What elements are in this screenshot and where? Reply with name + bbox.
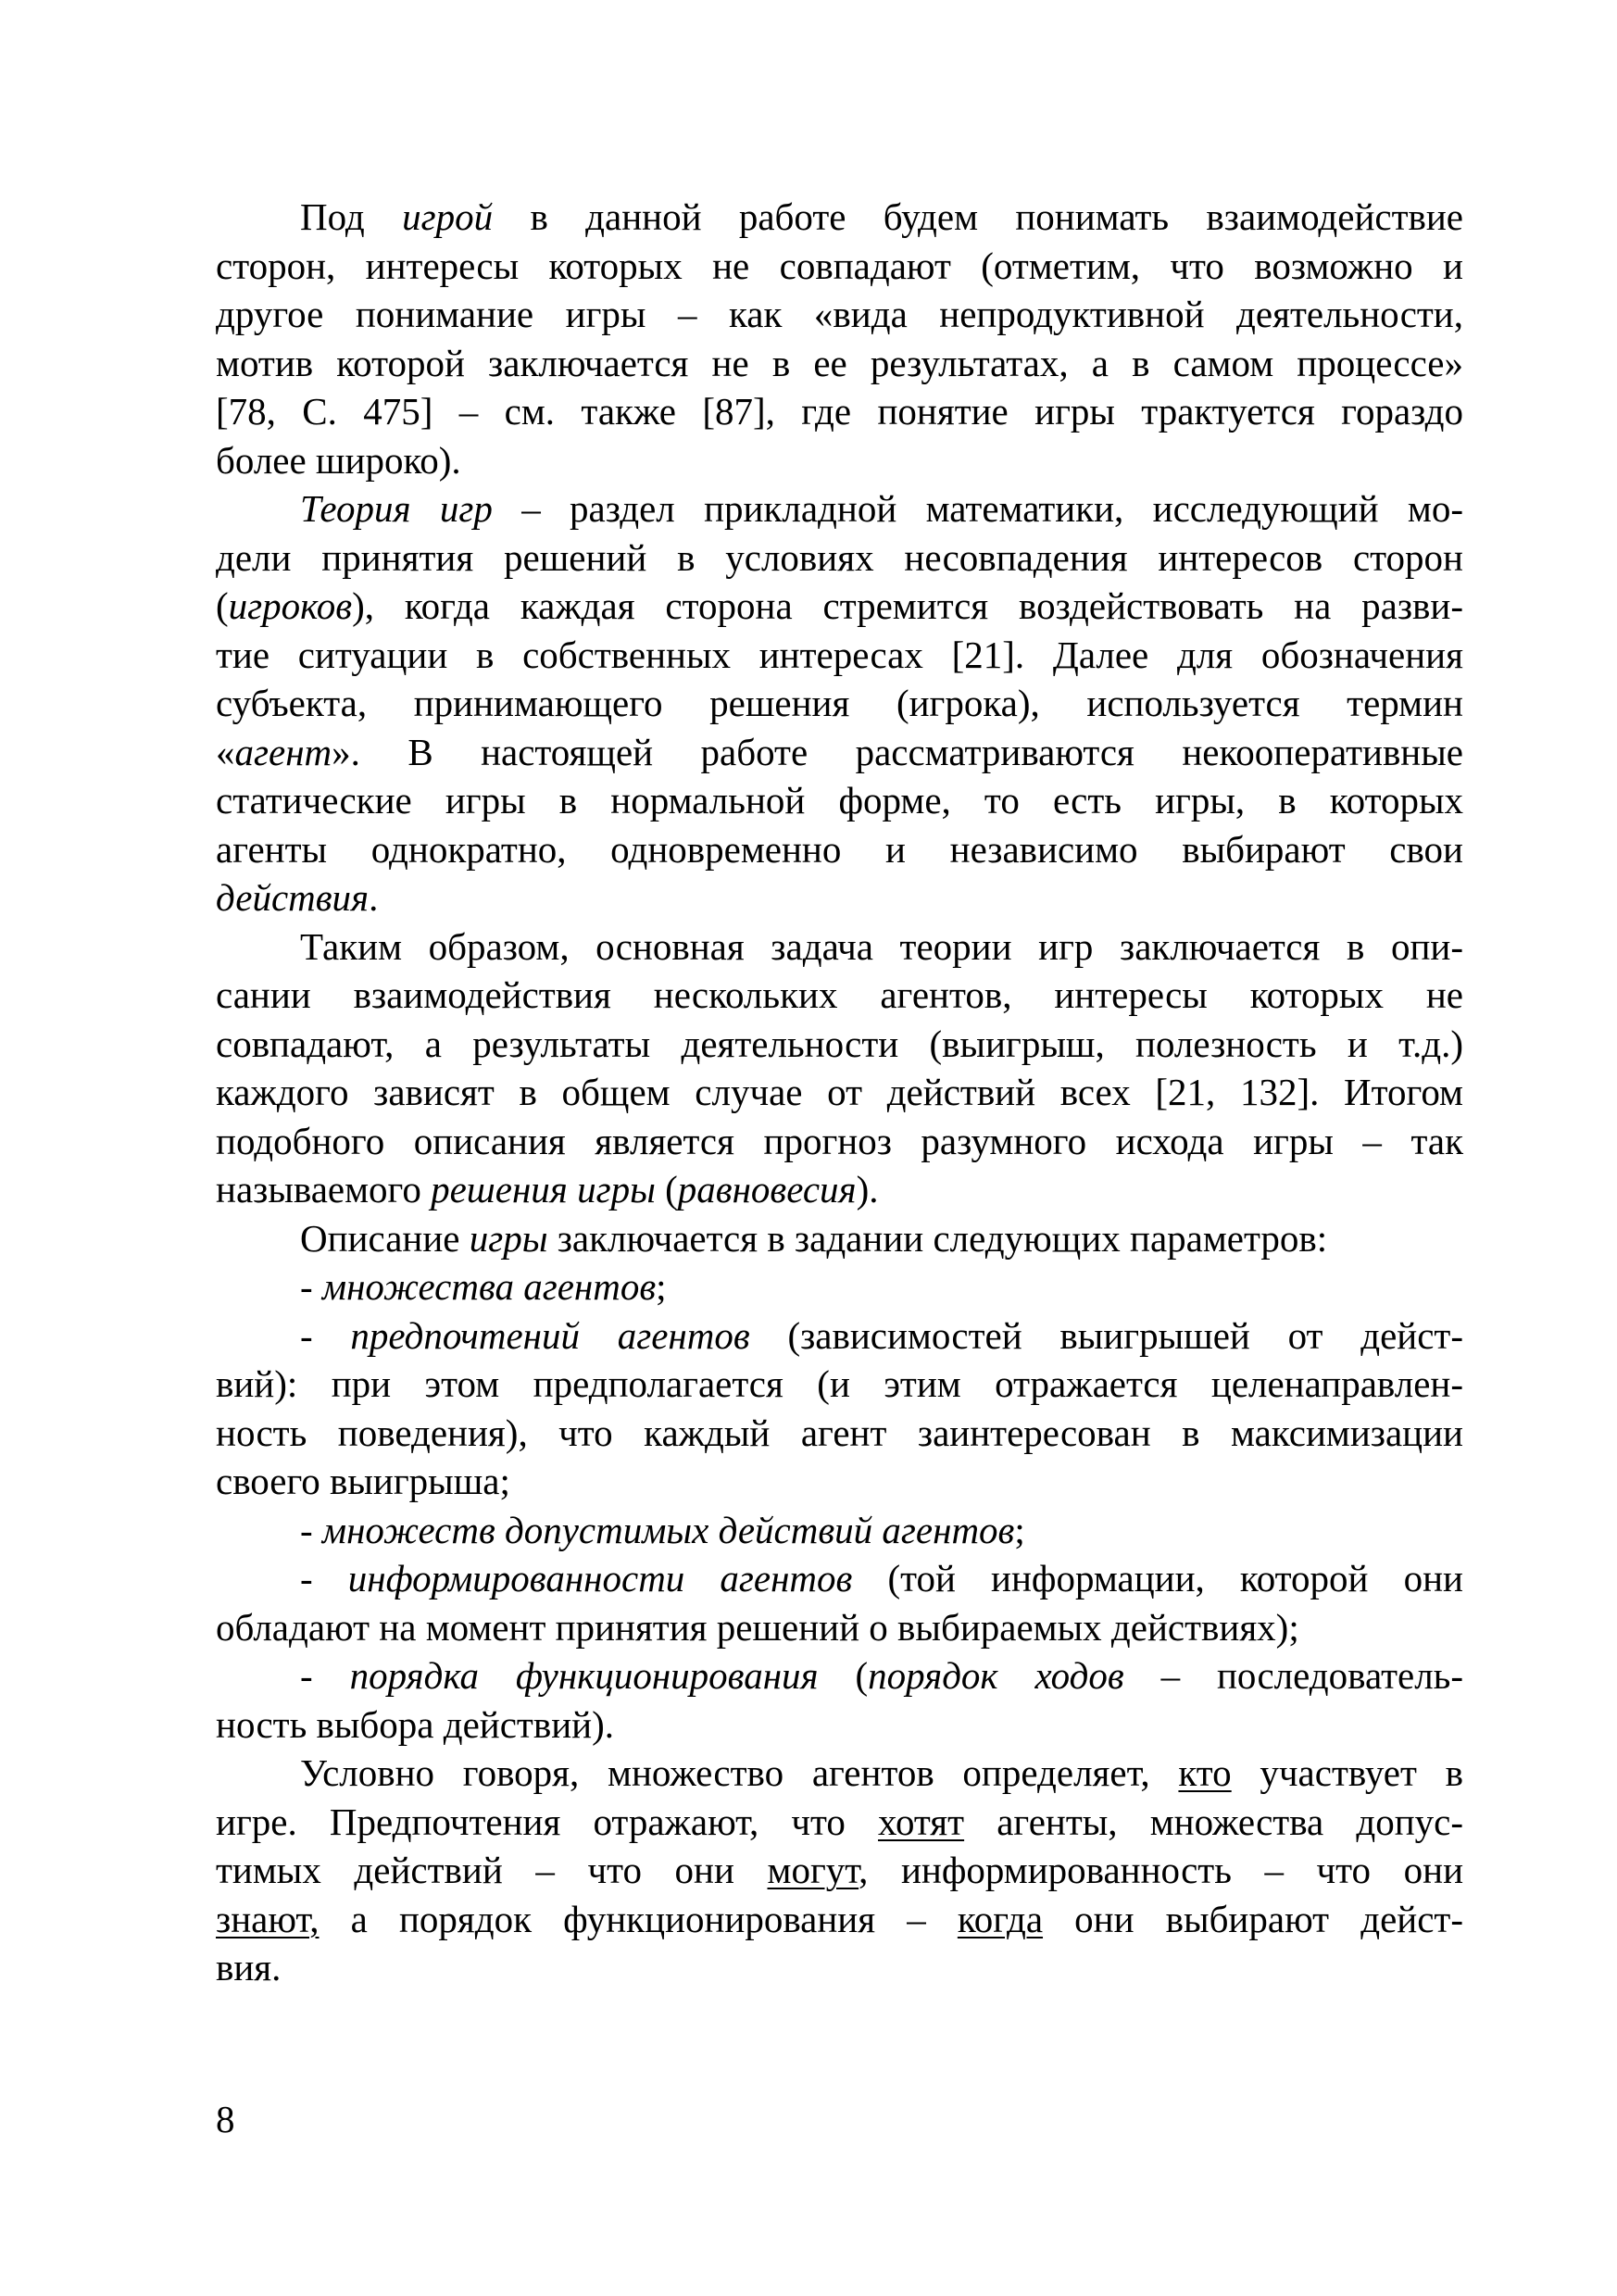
p3-line-1: Таким образом, основная задача теории игр заключается в опи-: [300, 924, 1463, 968]
p5-line-5: вия.: [216, 1946, 282, 1989]
p2-line-1: Теория игр – раздел прикладной математики, исследующий мо-: [300, 487, 1463, 530]
p1-line-1: Под игрой в данной работе будем понимать взаимодействие: [300, 195, 1463, 238]
p3-line-6: называемого решения игры (равновесия).: [216, 1168, 879, 1211]
list-item-preferences-line-4: своего выигрыша;: [216, 1460, 510, 1502]
p1-line-2: сторон, интересы которых не совпадают (отметим, что возможно и: [216, 244, 1463, 287]
p2-line-5: субъекта, принимающего решения (игрока), используется термин: [216, 682, 1463, 724]
p2-line-7: статические игры в нормальной форме, то есть игры, в которых: [216, 779, 1463, 822]
p5-line-1: Условно говоря, множество агентов определяет, кто участвует в: [300, 1751, 1463, 1794]
list-item-preferences: - предпочтений агентов (зависимостей выигрышей от дейст-: [300, 1313, 1463, 1357]
p5-line-2: игре. Предпочтения отражают, что хотят агенты, множества допус-: [216, 1800, 1463, 1843]
list-item-preferences-line-2: вий): при этом предполагается (и этим отражается целенаправлен-: [216, 1362, 1463, 1405]
p2-line-2: дели принятия решений в условиях несовпадения интересов сторон: [216, 535, 1463, 579]
p5-line-4: знают, а порядок функционирования – когда они выбирают дейст-: [216, 1897, 1463, 1940]
p1-line-6: более широко).: [216, 438, 461, 482]
p1-line-4: мотив которой заключается не в ее результатах, а в самом процессе»: [216, 341, 1463, 384]
p2-line-9: действия.: [216, 876, 379, 919]
p3-line-4: каждого зависят в общем случае от действий всех [21, 132]. Итогом: [216, 1071, 1463, 1113]
page-number: 8: [216, 2098, 235, 2140]
p4-line-1: Описание игры заключается в задании следующих параметров:: [300, 1216, 1328, 1260]
p2-line-8: агенты однократно, одновременно и независимо выбирают свои: [216, 827, 1463, 871]
p3-line-3: совпадают, а результаты деятельности (выигрыш, полезность и т.д.): [216, 1022, 1463, 1065]
p2-line-6: «агент». В настоящей работе рассматриваются некооперативные: [216, 730, 1463, 773]
p1-line-5: [78, С. 475] – см. также [87], где понятие игры трактуется гораздо: [216, 390, 1463, 433]
p3-line-2: сании взаимодействия нескольких агентов, интересы которых не: [216, 973, 1463, 1016]
p2-line-4: тие ситуации в собственных интересах [21]. Далее для обозначения: [216, 633, 1463, 676]
list-item-order: - порядка функционирования (порядок ходов – последователь-: [300, 1654, 1464, 1697]
p2-line-3: (игроков), когда каждая сторона стремится воздействовать на разви-: [216, 584, 1463, 627]
list-item-actions: - множеств допустимых действий агентов;: [300, 1508, 1025, 1551]
list-item-order-line-2: ность выбора действий).: [216, 1702, 614, 1746]
p3-line-5: подобного описания является прогноз разумного исхода игры – так: [216, 1119, 1463, 1162]
list-item-preferences-line-3: ность поведения), что каждый агент заинтересован в максимизации: [216, 1411, 1463, 1454]
list-item-awareness-line-2: обладают на момент принятия решений о выбираемых действиях);: [216, 1605, 1299, 1649]
p5-line-3: тимых действий – что они могут, информированность – что они: [216, 1849, 1464, 1891]
p1-line-3: другое понимание игры – как «вида непродуктивной деятельности,: [216, 293, 1463, 335]
body-text: [216, 193, 1463, 1992]
list-item-agents: - множества агентов;: [300, 1265, 667, 1308]
list-item-awareness: - информированности агентов (той информации, которой они: [300, 1557, 1463, 1600]
